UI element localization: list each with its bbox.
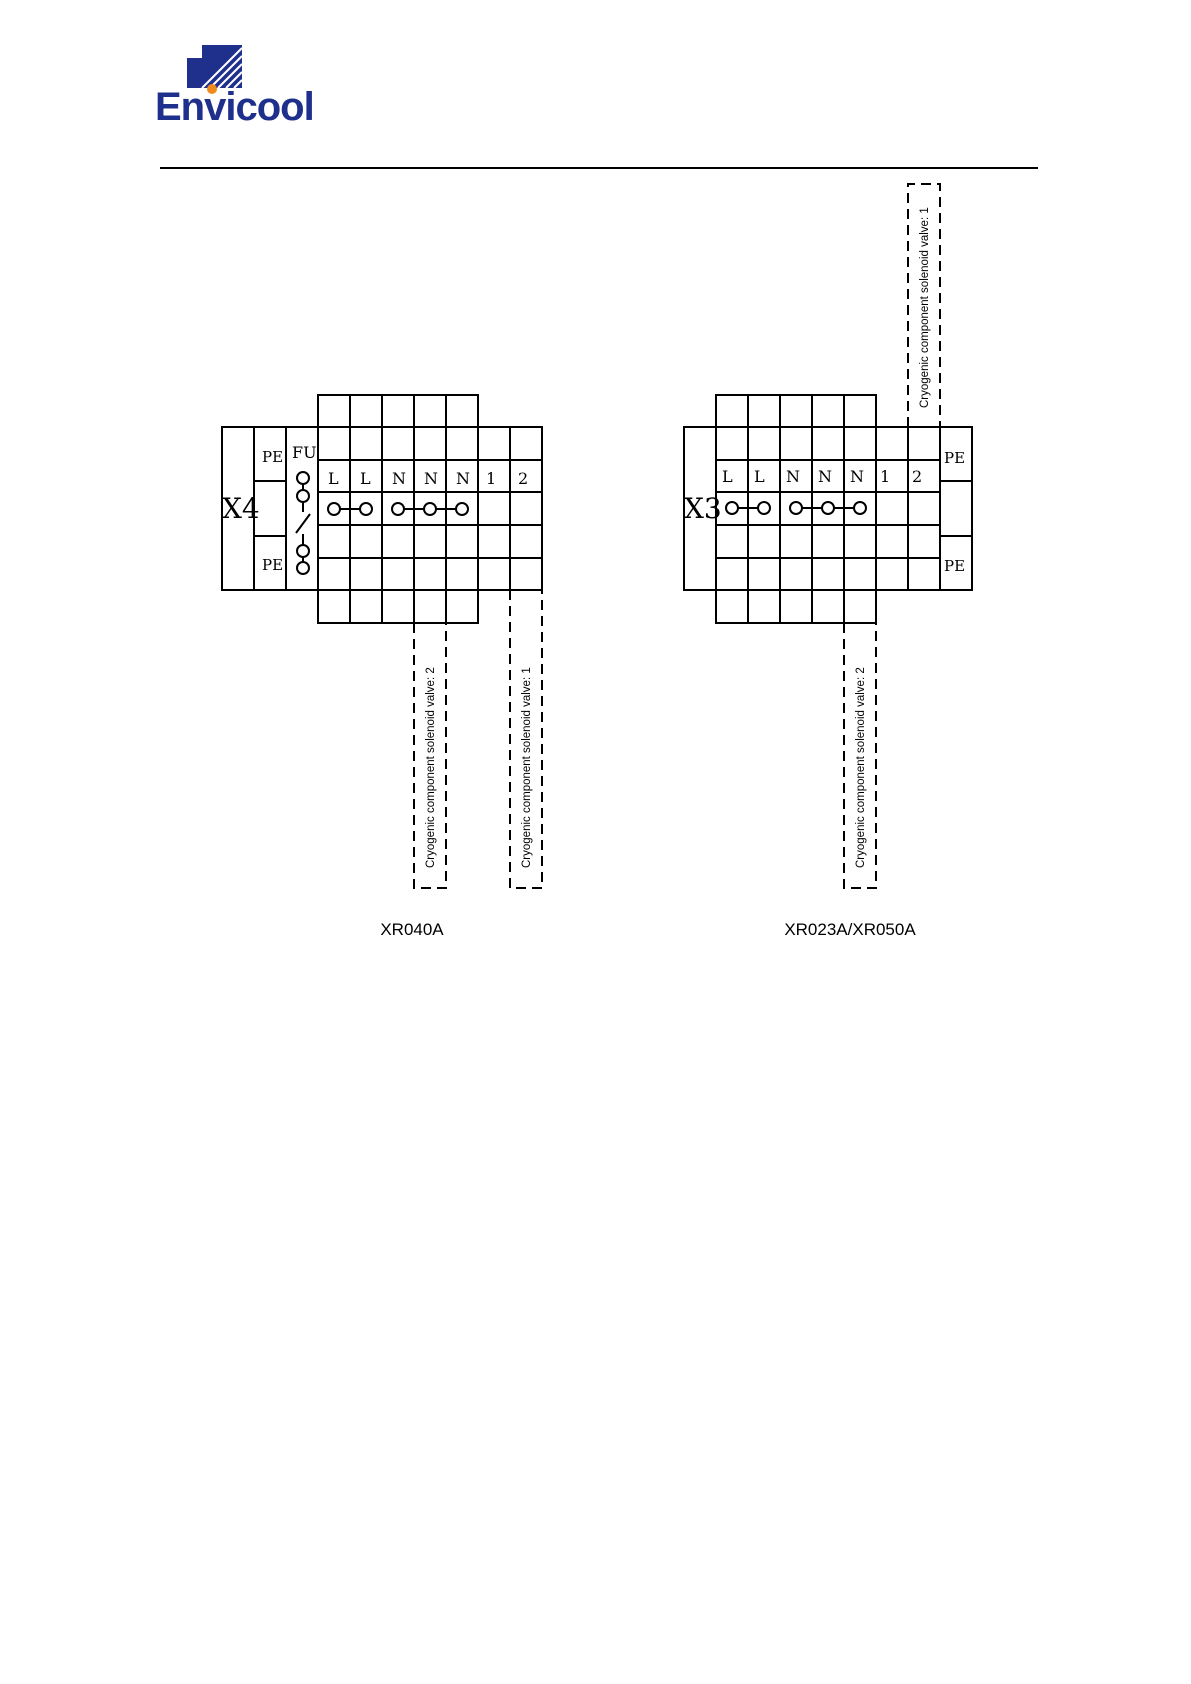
x4-block-label: X4 [222, 492, 260, 525]
x4-valve-1-wire [510, 590, 542, 888]
x3-jumper-n [790, 502, 866, 514]
xr040a-caption: XR040A [380, 920, 444, 939]
x4-fuse-label: FU [292, 443, 317, 462]
x4-valve-2-label: Cryogenic component solenoid valve: 2 [425, 667, 437, 868]
x4-terminal-label: 1 [486, 469, 497, 488]
x4-terminal-label: N [392, 469, 406, 488]
x4-jumper-n [392, 503, 468, 515]
x4-valve-2-wire [414, 623, 446, 888]
x4-pe-bottom-label: PE [262, 556, 284, 574]
x3-terminal-label: 1 [880, 467, 891, 486]
x3-terminal-label: N [786, 467, 800, 486]
x4-terminal-label: 2 [518, 469, 529, 488]
x3-pe-top-label: PE [944, 449, 966, 467]
x3-valve-1-wire [908, 184, 940, 427]
x3-terminal-label: L [754, 467, 765, 486]
x3-pe-bottom-label: PE [944, 557, 966, 575]
x4-terminal-label: L [328, 469, 339, 488]
envicool-logo [155, 45, 314, 129]
x4-terminal-label: N [456, 469, 470, 488]
x3-valve-1-label: Cryogenic component solenoid valve: 1 [919, 207, 931, 408]
x3-valve-2-label: Cryogenic component solenoid valve: 2 [855, 667, 867, 868]
x3-valve-2-wire [844, 623, 876, 888]
x3-block-label: X3 [684, 492, 722, 525]
x3-terminal-label: N [818, 467, 832, 486]
x4-valve-1-label: Cryogenic component solenoid valve: 1 [521, 667, 533, 868]
xr023a-xr050a-caption: XR023A/XR050A [784, 920, 916, 939]
terminal-block-x4 [222, 395, 542, 939]
fuse-icon [296, 472, 310, 574]
x4-pe-top-label: PE [262, 448, 284, 466]
x4-terminal-label: N [424, 469, 438, 488]
x4-terminal-label: L [360, 469, 371, 488]
x3-terminal-label: 2 [912, 467, 923, 486]
x3-terminal-label: N [850, 467, 864, 486]
terminal-block-x3 [684, 184, 972, 939]
logo-text: Envicool [155, 85, 314, 129]
x3-terminal-label: L [722, 467, 733, 486]
